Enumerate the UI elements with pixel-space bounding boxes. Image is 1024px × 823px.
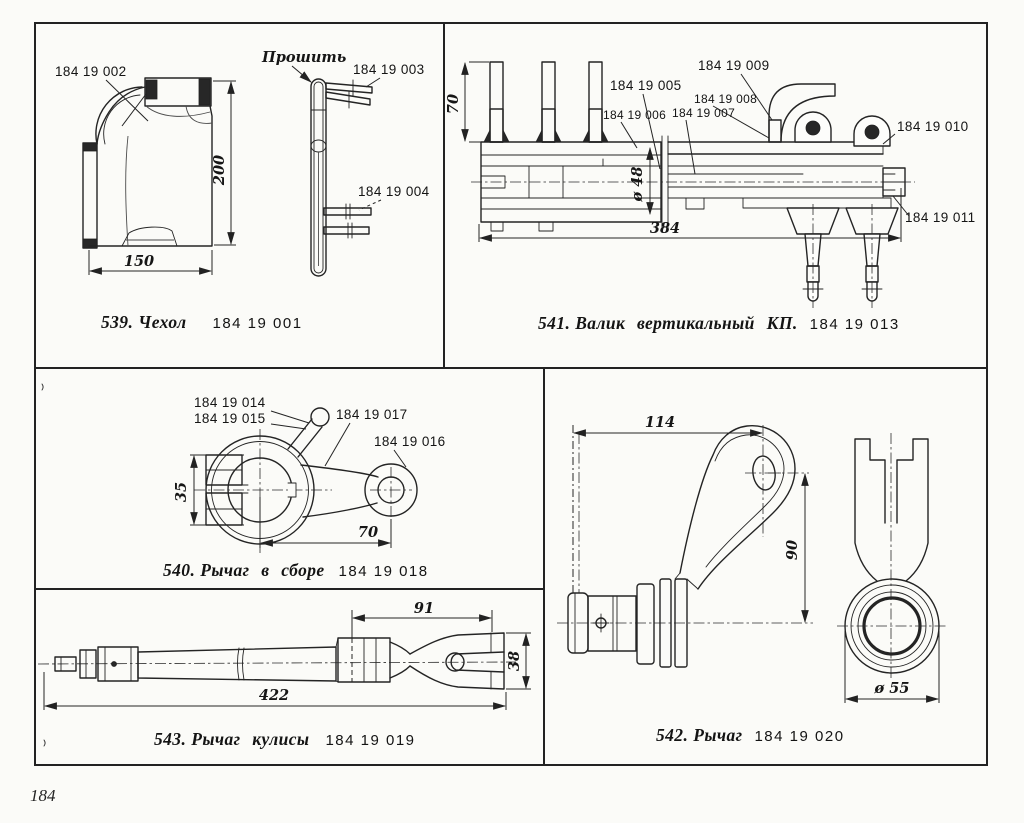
part-label: 184 19 011	[905, 210, 976, 225]
dim-ring-diameter-value: ø 55	[874, 680, 910, 697]
scan-artifact	[42, 384, 43, 390]
dim-width-value: 150	[123, 253, 155, 270]
dim-height-value: 200	[211, 154, 228, 186]
part-label: 184 19 005	[610, 78, 682, 93]
caption-542	[656, 725, 845, 746]
caption-541	[538, 313, 900, 334]
drawing-540-lever-assembly	[36, 367, 543, 588]
part-label: 184 19 015	[194, 411, 266, 426]
part-label: 184 19 003	[353, 62, 425, 77]
dimension-200	[211, 81, 236, 245]
caption-540	[163, 560, 429, 581]
dim-length-value: 384	[649, 220, 681, 237]
figure-title: Рычаг	[693, 725, 743, 745]
dimension-70	[445, 62, 489, 142]
dimension-38	[506, 633, 531, 689]
lever-assembly-view	[194, 408, 417, 553]
part-label: 184 19 016	[374, 434, 446, 449]
dimension-150	[89, 250, 212, 275]
figure-title: Валик вертикальный КП.	[575, 313, 798, 333]
part-label: 184 19 006	[603, 108, 667, 122]
drawing-542-lever	[543, 367, 986, 764]
part-label: 184 19 008	[694, 92, 758, 106]
figure-number: 541.	[538, 313, 571, 333]
shaft-assembly	[471, 62, 915, 308]
figure-title: Рычаг кулисы	[191, 729, 310, 749]
dim-diameter-value: ø 48	[629, 166, 646, 202]
callouts-539	[55, 49, 430, 210]
dim-clamp-height-value: 35	[173, 481, 190, 503]
lever-front-view	[837, 433, 947, 681]
figure-number: 543.	[154, 729, 187, 749]
part-label: 184 19 002	[55, 64, 127, 79]
figure-part-number: 184 19 013	[809, 316, 900, 333]
cover-front-view	[83, 78, 212, 248]
figure-part-number: 184 19 019	[325, 732, 416, 749]
caption-539	[101, 312, 303, 333]
dimension-422	[44, 672, 506, 710]
dim-height-value: 70	[445, 93, 462, 115]
dim-fork-length-value: 91	[413, 600, 435, 617]
page-number: 184	[30, 786, 56, 805]
lever-side-view	[557, 425, 813, 667]
dimension-91	[352, 600, 492, 638]
figure-title: Рычаг в сборе	[200, 560, 325, 580]
part-label: 184 19 004	[358, 184, 430, 199]
dim-drop-value: 90	[784, 539, 801, 561]
dim-head-offset-value: 114	[644, 414, 676, 431]
part-label: 184 19 009	[698, 58, 770, 73]
cover-side-view	[311, 79, 372, 276]
figure-title: Чехол	[138, 312, 187, 332]
scan-artifact	[44, 740, 45, 746]
part-label: 184 19 007	[672, 106, 736, 120]
part-label: 184 19 014	[194, 395, 266, 410]
link-lever-view	[38, 633, 516, 689]
figure-number: 539.	[101, 312, 134, 332]
dimension-diameter-48	[629, 148, 650, 214]
dim-arm-length-value: 70	[357, 524, 379, 541]
dim-total-length-value: 422	[258, 687, 290, 704]
callouts-540	[194, 395, 446, 467]
stitch-note: Прошить	[262, 49, 347, 66]
figure-part-number: 184 19 001	[212, 315, 303, 332]
dim-fork-width-value: 38	[506, 650, 523, 672]
figure-number: 542.	[656, 725, 689, 745]
part-label: 184 19 010	[897, 119, 969, 134]
dimension-384	[479, 188, 901, 242]
figure-number: 540.	[163, 560, 196, 580]
catalog-page-frame	[34, 22, 988, 766]
figure-part-number: 184 19 018	[338, 563, 429, 580]
dimension-114	[573, 414, 762, 593]
part-label: 184 19 017	[336, 407, 408, 422]
figure-part-number: 184 19 020	[754, 728, 845, 745]
caption-543	[154, 729, 416, 750]
